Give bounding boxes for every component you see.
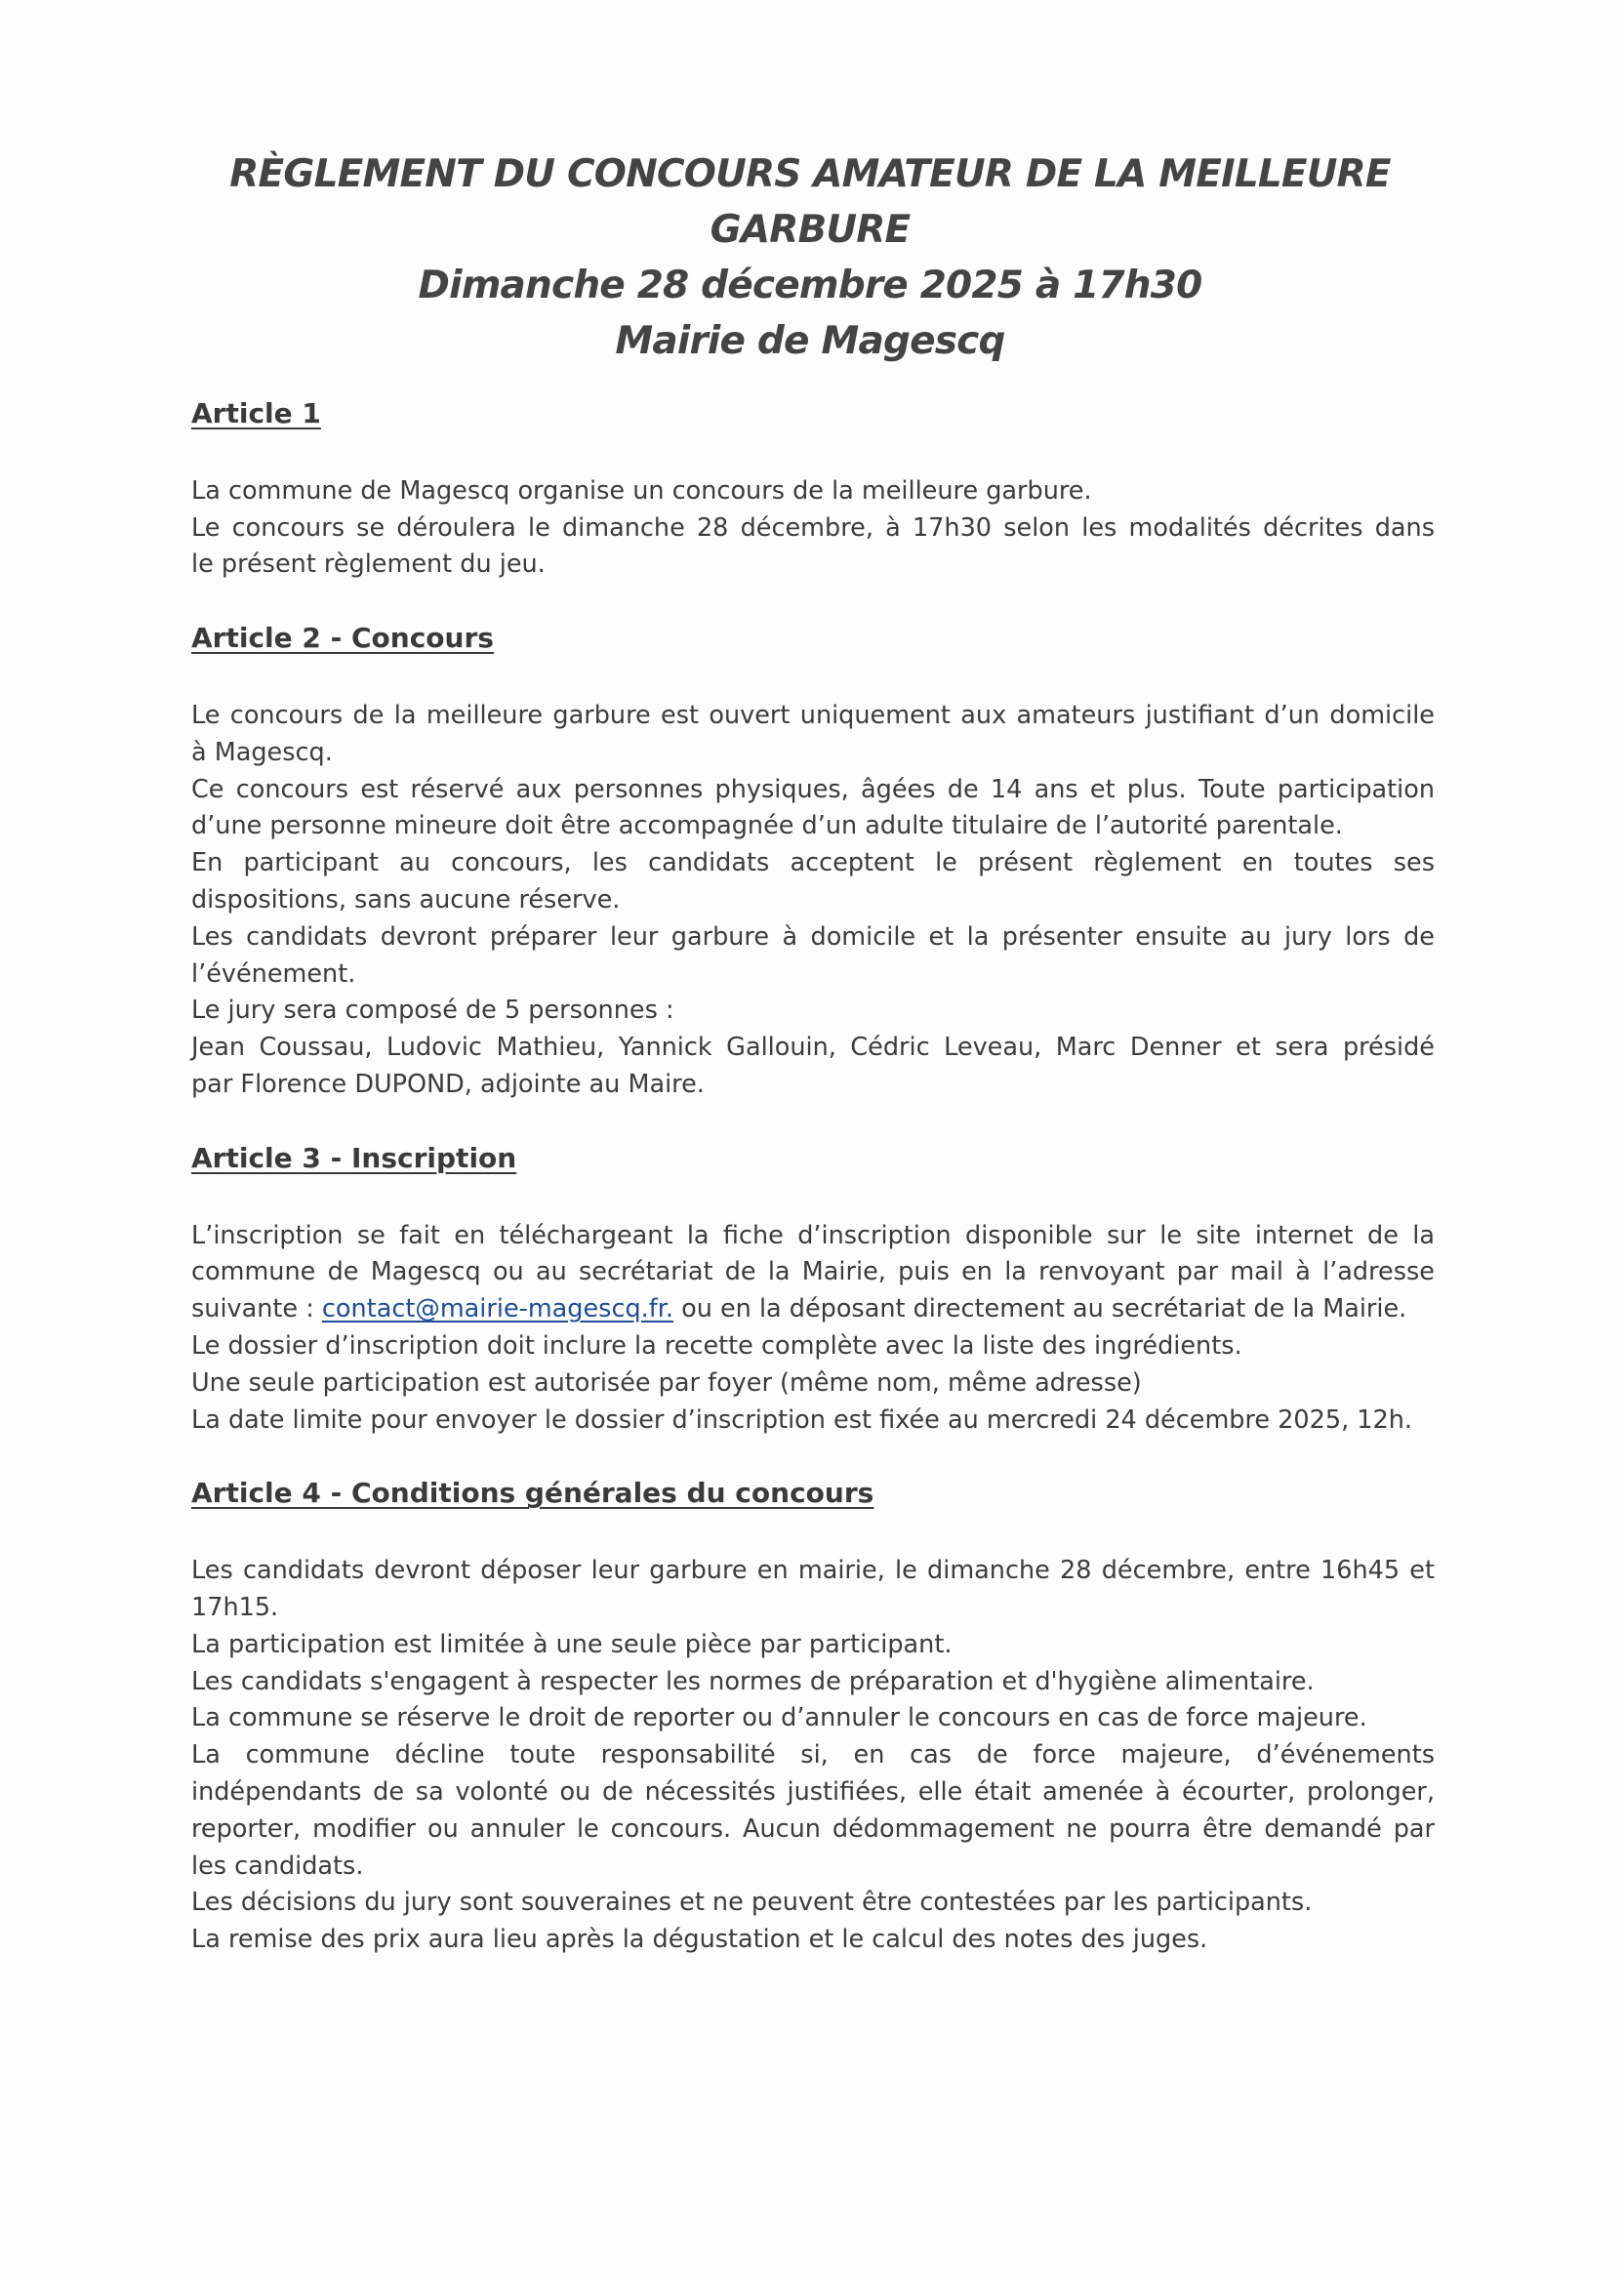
article-3-line: L’inscription se fait en téléchargeant la fiche d’inscription disponible sur le site internet de la <box>191 1220 1435 1250</box>
article-4-line: La commune se réserve le droit de reporter ou d’annuler le concours en cas de force majeure. <box>191 1703 1367 1733</box>
email-link[interactable]: contact@mairie-magescq.fr. <box>321 1294 674 1324</box>
article-3-line: commune de Magescq ou au secrétariat de la Mairie, puis en la renvoyant par mail à l’adresse <box>191 1257 1435 1287</box>
article-3-line: La date limite pour envoyer le dossier d’inscription est fixée au mercredi 24 décembre 2025, 12h. <box>191 1405 1413 1435</box>
article-2-line: d’une personne mineure doit être accompagnée d’un adulte titulaire de l’autorité parentale. <box>191 811 1343 841</box>
article-2-line: Les candidats devront préparer leur garbure à domicile et la présenter ensuite au jury lors de <box>191 921 1435 952</box>
document-title <box>146 146 1474 369</box>
article-4-line: les candidats. <box>191 1851 364 1881</box>
article-2-line: dispositions, sans aucune réserve. <box>191 884 621 915</box>
article-4-line: reporter, modifier ou annuler le concours. Aucun dédommagement ne pourra être demandé par <box>191 1813 1435 1844</box>
article-4-line: 17h15. <box>191 1592 279 1622</box>
title-location: Mairie de Magescq <box>615 319 1005 363</box>
email-prefix: suivante : <box>191 1294 322 1324</box>
article-2-line: Jean Coussau, Ludovic Mathieu, Yannick Gallouin, Cédric Leveau, Marc Denner et sera présidé <box>191 1033 1435 1063</box>
article-2-line: Le jury sera composé de 5 personnes : <box>191 996 674 1026</box>
article-1-line: Le concours se déroulera le dimanche 28 décembre, à 17h30 selon les modalités décrites dans <box>191 512 1435 543</box>
article-1-heading: Article 1 <box>191 397 321 429</box>
article-4-line: indépendants de sa volonté ou de nécessités justifiées, elle était amenée à écourter, prolonger, <box>191 1776 1435 1807</box>
article-3-line-with-email <box>191 1291 1435 1328</box>
article-4-line: La participation est limitée à une seule pièce par participant. <box>191 1629 953 1659</box>
article-1 <box>191 395 1435 584</box>
article-3 <box>191 1140 1435 1440</box>
article-2-line: l’événement. <box>191 958 356 989</box>
article-1-line: le présent règlement du jeu. <box>191 550 546 580</box>
article-4-heading: Article 4 - Conditions générales du concours <box>191 1477 874 1510</box>
article-2-heading: Article 2 - Concours <box>191 622 494 655</box>
article-3-heading: Article 3 - Inscription <box>191 1141 517 1174</box>
article-4-line: La commune décline toute responsabilité si, en cas de force majeure, d’événements <box>191 1740 1435 1771</box>
article-2-line: à Magescq. <box>191 737 333 767</box>
article-4-line: La remise des prix aura lieu après la dégustation et le calcul des notes des juges. <box>191 1925 1208 1955</box>
email-suffix: ou en la déposant directement au secrétariat de la Mairie. <box>673 1294 1407 1324</box>
title-date: Dimanche 28 décembre 2025 à 17h30 <box>418 264 1202 307</box>
title-line-2: GARBURE <box>710 208 911 252</box>
article-1-line: La commune de Magescq organise un concours de la meilleure garbure. <box>191 475 1092 506</box>
article-3-line: Le dossier d’inscription doit inclure la recette complète avec la liste des ingrédients. <box>191 1330 1242 1361</box>
title-line-1: RÈGLEMENT DU CONCOURS AMATEUR DE LA MEILLEURE <box>229 152 1391 196</box>
article-4-line: Les candidats devront déposer leur garbure en mairie, le dimanche 28 décembre, entre 16h45 et <box>191 1556 1435 1586</box>
article-2-line: En participant au concours, les candidats acceptent le présent règlement en toutes ses <box>191 848 1435 878</box>
article-3-line: Une seule participation est autorisée par foyer (même nom, même adresse) <box>191 1367 1142 1398</box>
article-2 <box>191 620 1435 1104</box>
article-4 <box>191 1475 1435 1959</box>
article-2-line: Le concours de la meilleure garbure est ouvert uniquement aux amateurs justifiant d’un domicile <box>191 700 1435 730</box>
article-4-line: Les décisions du jury sont souveraines et ne peuvent être contestées par les participants. <box>191 1888 1313 1918</box>
document-body <box>191 395 1435 1995</box>
article-2-line: par Florence DUPOND, adjointe au Maire. <box>191 1069 705 1099</box>
article-2-line: Ce concours est réservé aux personnes physiques, âgées de 14 ans et plus. Toute participation <box>191 774 1435 804</box>
article-4-line: Les candidats s'engagent à respecter les normes de préparation et d'hygiène alimentaire. <box>191 1666 1315 1696</box>
